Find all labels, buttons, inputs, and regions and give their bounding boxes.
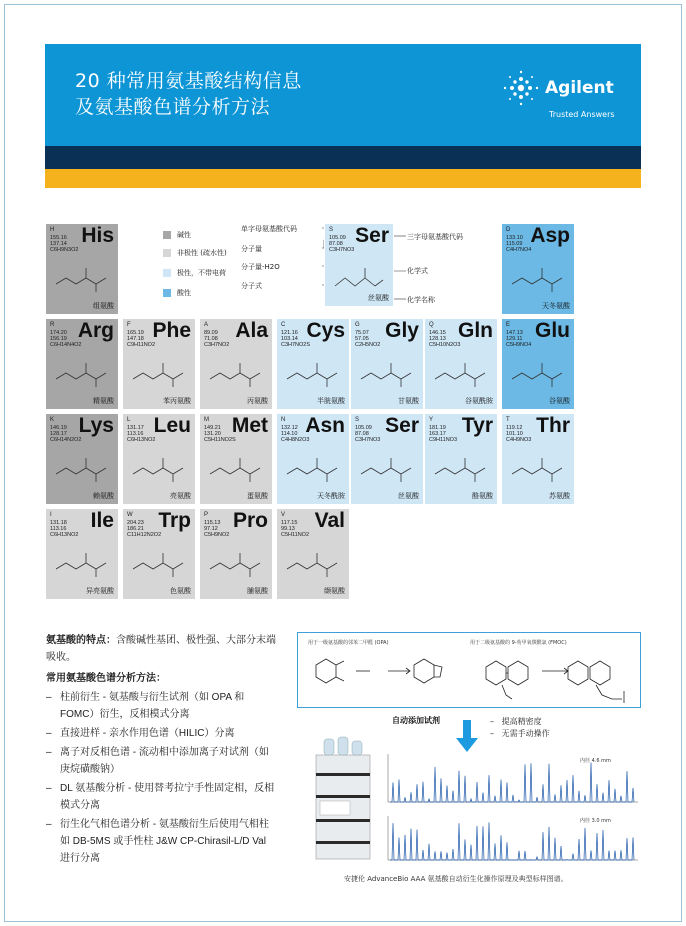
yellow-band bbox=[45, 169, 641, 188]
tile-formula: C6H14N4O2 bbox=[50, 342, 82, 348]
header-banner bbox=[45, 44, 641, 146]
tile-mw: 174.20 bbox=[50, 330, 67, 336]
tile-formula: C5H9NO4 bbox=[506, 342, 532, 348]
tile-name: 赖氨酸 bbox=[93, 493, 114, 500]
tile-mw: 133.10 bbox=[506, 235, 523, 241]
structure-icon bbox=[508, 353, 570, 393]
tile-name: 组氨酸 bbox=[93, 303, 114, 310]
methods-list bbox=[46, 689, 278, 867]
tile-abbr: Arg bbox=[77, 319, 114, 342]
tile-name: 苏氨酸 bbox=[549, 493, 570, 500]
amino-acid-tile bbox=[45, 413, 119, 505]
structure-icon bbox=[431, 448, 493, 488]
key-label-formula: 分子式 bbox=[241, 282, 262, 290]
tile-letter: Y bbox=[429, 417, 434, 423]
method-item: – 离子对反相色谱 - 流动相中添加离子对试剂（如庚烷磺酸钠） bbox=[46, 744, 278, 778]
structure-icon bbox=[283, 543, 345, 583]
down-arrow-icon bbox=[455, 720, 479, 752]
tile-abbr: Tyr bbox=[461, 414, 493, 437]
tile-letter: P bbox=[204, 512, 209, 518]
key-label-mw: 分子量 bbox=[241, 245, 262, 253]
tile-mw2: 101.10 bbox=[506, 431, 523, 437]
benefit-item: – 无需手动操作 bbox=[490, 729, 550, 738]
tile-formula: C2H5NO2 bbox=[355, 342, 381, 348]
tile-formula: C5H9NO2 bbox=[204, 532, 230, 538]
tile-letter: G bbox=[355, 322, 360, 328]
tile-letter: Q bbox=[429, 322, 434, 328]
tile-mw2: 114.10 bbox=[281, 431, 298, 437]
tile-letter: M bbox=[204, 417, 209, 423]
auto-benefits bbox=[490, 716, 550, 740]
tile-mw: 155.16 bbox=[50, 235, 67, 241]
tile-name: 苯丙氨酸 bbox=[163, 398, 191, 405]
tile-mw2: 129.11 bbox=[506, 336, 523, 342]
tile-letter: T bbox=[506, 417, 510, 423]
benefit-text: 提高精密度 bbox=[501, 717, 542, 726]
tile-formula: C6H14N2O2 bbox=[50, 437, 82, 443]
tile-mw2: 103.14 bbox=[281, 336, 298, 342]
amino-acid-tile bbox=[199, 318, 273, 410]
key-label-structure: 化学式 bbox=[407, 267, 428, 275]
tile-formula: C5H10N2O3 bbox=[429, 342, 461, 348]
tile-formula: C5H11NO2 bbox=[281, 532, 310, 538]
tile-abbr: Leu bbox=[153, 414, 191, 437]
tile-abbr: Pro bbox=[232, 509, 268, 532]
tile-name: 丙氨酸 bbox=[247, 398, 268, 405]
tile-name: 丝氨酸 bbox=[368, 295, 389, 302]
tile-abbr: Ser bbox=[385, 414, 419, 437]
tile-mw: 132.12 bbox=[281, 425, 298, 431]
tile-mw2: 87.08 bbox=[329, 241, 343, 247]
derivatization-box bbox=[297, 632, 641, 708]
tile-letter: L bbox=[127, 417, 131, 423]
amino-acid-tile bbox=[45, 508, 119, 600]
tile-mw2: 137.14 bbox=[50, 241, 67, 247]
tile-letter: I bbox=[50, 512, 52, 518]
hplc-instrument-image bbox=[312, 735, 374, 863]
tile-mw: 146.15 bbox=[429, 330, 446, 336]
structure-icon bbox=[206, 448, 268, 488]
tile-name: 天冬氨酸 bbox=[542, 303, 570, 310]
tile-mw2: 57.05 bbox=[355, 336, 369, 342]
tile-mw: 121.16 bbox=[281, 330, 298, 336]
tile-formula: C3H7NO2 bbox=[204, 342, 230, 348]
tile-mw2: 97.12 bbox=[204, 526, 218, 532]
legend-swatch bbox=[163, 249, 171, 257]
description-block bbox=[46, 632, 278, 869]
method-item: – 柱前衍生 - 氨基酸与衍生试剂（如 OPA 和 FOMC）衍生，反相模式分离 bbox=[46, 689, 278, 723]
chrom-top-label: 内径 4.6 mm bbox=[580, 758, 611, 764]
benefit-item: – 提高精密度 bbox=[490, 717, 542, 726]
tile-mw: 105.09 bbox=[355, 425, 372, 431]
benefit-text: 无需手动操作 bbox=[501, 729, 550, 738]
structure-icon bbox=[431, 353, 493, 393]
title-line-1: 20 种常用氨基酸结构信息 bbox=[75, 70, 302, 92]
key-label-three-letter: 三字母氨基酸代码 bbox=[407, 233, 463, 241]
tile-letter: R bbox=[50, 322, 55, 328]
tile-mw2: 156.19 bbox=[50, 336, 67, 342]
amino-acid-tile bbox=[199, 413, 273, 505]
amino-acid-tile bbox=[45, 223, 119, 315]
tile-formula: C6H13NO2 bbox=[50, 532, 79, 538]
legend-swatch bbox=[163, 269, 171, 277]
tile-abbr: Val bbox=[314, 509, 345, 532]
tile-formula: C4H9NO3 bbox=[506, 437, 532, 443]
tile-letter: V bbox=[281, 512, 286, 518]
amino-acid-tile bbox=[501, 318, 575, 410]
structure-icon bbox=[283, 353, 345, 393]
tile-letter: H bbox=[50, 227, 55, 233]
tile-abbr: Gly bbox=[385, 319, 419, 342]
amino-acid-tile bbox=[424, 318, 498, 410]
auto-reagent-label: 自动添加试剂 bbox=[392, 716, 440, 725]
tile-abbr: Thr bbox=[536, 414, 570, 437]
tile-name: 缬氨酸 bbox=[324, 588, 345, 595]
method-item: – DL 氨基酸分析 - 使用替考拉宁手性固定相，反相模式分离 bbox=[46, 780, 278, 814]
tile-name: 脯氨酸 bbox=[247, 588, 268, 595]
tile-mw: 117.15 bbox=[281, 520, 298, 526]
tile-formula: C3H7NO2S bbox=[281, 342, 311, 348]
tile-letter: S bbox=[329, 227, 334, 233]
tile-name: 蛋氨酸 bbox=[247, 493, 268, 500]
tile-formula: C11H12N2O2 bbox=[127, 532, 162, 538]
tile-mw: 75.07 bbox=[355, 330, 369, 336]
tile-mw2: 131.20 bbox=[204, 431, 221, 437]
structure-icon bbox=[283, 448, 345, 488]
tile-mw2: 163.17 bbox=[429, 431, 446, 437]
tile-name: 亮氨酸 bbox=[170, 493, 191, 500]
legend-label: 非极性 (疏水性) bbox=[177, 249, 227, 257]
figure-caption: 安捷伦 AdvanceBio AAA 氨基酸自动衍生化操作原理及典型标样图谱。 bbox=[344, 875, 568, 883]
amino-acid-tile bbox=[424, 413, 498, 505]
tile-abbr: Gln bbox=[458, 319, 493, 342]
structure-icon bbox=[206, 543, 268, 583]
method-item: – 直接进样 - 亲水作用色谱（HILIC）分离 bbox=[46, 725, 278, 742]
tile-mw2: 99.13 bbox=[281, 526, 295, 532]
tile-mw2: 115.09 bbox=[506, 241, 523, 247]
tile-name: 天冬酰胺 bbox=[317, 493, 345, 500]
structure-icon bbox=[52, 258, 114, 298]
tile-name: 丝氨酸 bbox=[398, 493, 419, 500]
tile-abbr: Met bbox=[231, 414, 268, 437]
tile-name: 半胱氨酸 bbox=[317, 398, 345, 405]
structure-icon bbox=[508, 258, 570, 298]
tile-mw: 146.19 bbox=[50, 425, 67, 431]
amino-acid-tile bbox=[122, 508, 196, 600]
tile-mw: 131.18 bbox=[50, 520, 67, 526]
tile-mw: 204.23 bbox=[127, 520, 144, 526]
tile-mw: 181.19 bbox=[429, 425, 446, 431]
legend-swatch bbox=[163, 231, 171, 239]
structure-icon bbox=[52, 543, 114, 583]
spark-logo-icon bbox=[501, 68, 541, 108]
tile-abbr: Glu bbox=[535, 319, 570, 342]
method-item: – 衍生化气相色谱分析 - 氨基酸衍生后使用气相柱如 DB-5MS 或手性柱 J&W CP-Chirasil-L/D Val 进行分离 bbox=[46, 816, 278, 867]
structure-icon bbox=[129, 353, 191, 393]
title-line-2: 及氨基酸色谱分析方法 bbox=[75, 96, 271, 118]
chromatogram-trace bbox=[390, 763, 634, 802]
tile-abbr: Lys bbox=[78, 414, 114, 437]
tile-formula: C5H11NO2S bbox=[204, 437, 236, 443]
amino-acid-tile bbox=[122, 413, 196, 505]
reaction-scheme-icon bbox=[306, 649, 632, 705]
tile-mw: 131.17 bbox=[127, 425, 144, 431]
tile-mw2: 147.18 bbox=[127, 336, 144, 342]
tile-mw: 119.12 bbox=[506, 425, 523, 431]
tile-letter: F bbox=[127, 322, 131, 328]
structure-icon bbox=[52, 448, 114, 488]
legend-label: 极性，不带电荷 bbox=[177, 269, 226, 277]
structure-icon bbox=[206, 353, 268, 393]
tile-formula: C3H7NO3 bbox=[355, 437, 381, 443]
chromatogram-top bbox=[390, 763, 634, 802]
logo-tagline: Trusted Answers bbox=[549, 110, 615, 119]
structure-icon bbox=[52, 353, 114, 393]
amino-acid-tile bbox=[350, 413, 424, 505]
structure-icon bbox=[129, 448, 191, 488]
tile-mw2: 128.13 bbox=[429, 336, 446, 342]
tile-mw: 149.21 bbox=[204, 425, 221, 431]
legend-label: 碱性 bbox=[177, 231, 191, 239]
tile-abbr: Asn bbox=[305, 414, 345, 437]
tile-letter: A bbox=[204, 322, 209, 328]
tile-mw: 105.09 bbox=[329, 235, 346, 241]
amino-acid-tile bbox=[276, 508, 350, 600]
tile-formula: C4H8N2O3 bbox=[281, 437, 310, 443]
tile-mw: 165.19 bbox=[127, 330, 144, 336]
tile-name: 酪氨酸 bbox=[472, 493, 493, 500]
chromatogram-plot bbox=[384, 752, 642, 864]
methods-heading: 常用氨基酸色谱分析方法： bbox=[46, 673, 166, 684]
tile-name: 谷氨酰胺 bbox=[465, 398, 493, 405]
tile-name: 色氨酸 bbox=[170, 588, 191, 595]
tile-letter: W bbox=[127, 512, 133, 518]
tile-abbr: Trp bbox=[158, 509, 191, 532]
chromatogram-bottom bbox=[390, 822, 634, 860]
agilent-logo bbox=[501, 66, 615, 122]
key-label-mw-h2o: 分子量-H2O bbox=[241, 263, 280, 271]
structure-icon bbox=[357, 353, 419, 393]
key-example-tile bbox=[324, 223, 394, 307]
tile-abbr: Cys bbox=[306, 319, 345, 342]
tile-formula: C9H11NO3 bbox=[429, 437, 458, 443]
tile-letter: N bbox=[281, 417, 286, 423]
tile-abbr: Ile bbox=[90, 509, 114, 532]
fmoc-label: 用于二级氨基酸的 9-芴甲氧羰酰氯 (FMOC) bbox=[470, 640, 567, 646]
structure-icon bbox=[357, 448, 419, 488]
amino-acid-tile bbox=[350, 318, 424, 410]
amino-acid-tile bbox=[501, 413, 575, 505]
amino-acid-tile bbox=[501, 223, 575, 315]
tile-formula: C4H7NO4 bbox=[506, 247, 532, 253]
structure-icon bbox=[331, 258, 393, 298]
key-label-letter: 单字母氨基酸代码 bbox=[241, 225, 297, 233]
tile-formula: C6H9N3O2 bbox=[50, 247, 79, 253]
tile-formula: C3H7NO3 bbox=[329, 247, 355, 253]
structure-icon bbox=[508, 448, 570, 488]
amino-acid-tile bbox=[276, 413, 350, 505]
tile-mw: 115.13 bbox=[204, 520, 221, 526]
chrom-bottom-label: 内径 3.0 mm bbox=[580, 818, 611, 824]
structure-icon bbox=[129, 543, 191, 583]
tile-formula: C9H11NO2 bbox=[127, 342, 156, 348]
tile-abbr: Asp bbox=[530, 224, 570, 247]
tile-mw2: 113.16 bbox=[50, 526, 67, 532]
tile-letter: D bbox=[506, 227, 511, 233]
amino-acid-tile bbox=[122, 318, 196, 410]
tile-mw2: 113.16 bbox=[127, 431, 144, 437]
tile-letter: E bbox=[506, 322, 511, 328]
logo-name: Agilent bbox=[545, 78, 614, 98]
page-title bbox=[75, 68, 302, 120]
tile-mw2: 71.08 bbox=[204, 336, 218, 342]
chromatogram-trace bbox=[390, 822, 634, 860]
tile-letter: K bbox=[50, 417, 55, 423]
tile-letter: C bbox=[281, 322, 286, 328]
tile-abbr: His bbox=[81, 224, 114, 247]
opa-label: 用于一级氨基酸的邻苯二甲醛 (OPA) bbox=[308, 640, 389, 646]
tile-abbr: Phe bbox=[152, 319, 191, 342]
tile-name: 异亮氨酸 bbox=[86, 588, 114, 595]
tile-abbr: Ser bbox=[355, 224, 389, 247]
tile-mw2: 87.08 bbox=[355, 431, 369, 437]
tile-mw2: 186.21 bbox=[127, 526, 144, 532]
tile-name: 精氨酸 bbox=[93, 398, 114, 405]
key-label-name: 化学名称 bbox=[407, 296, 435, 304]
tile-formula: C6H13NO2 bbox=[127, 437, 156, 443]
amino-acid-tile bbox=[45, 318, 119, 410]
amino-acid-tile bbox=[199, 508, 273, 600]
tile-mw2: 128.17 bbox=[50, 431, 67, 437]
legend-label: 酸性 bbox=[177, 289, 191, 297]
tile-abbr: Ala bbox=[235, 319, 268, 342]
features-heading: 氨基酸的特点： bbox=[46, 635, 116, 646]
tile-mw: 89.09 bbox=[204, 330, 218, 336]
navy-band bbox=[45, 146, 641, 169]
amino-acid-tile bbox=[276, 318, 350, 410]
tile-letter: S bbox=[355, 417, 360, 423]
tile-name: 谷氨酸 bbox=[549, 398, 570, 405]
legend-swatch bbox=[163, 289, 171, 297]
tile-mw: 147.13 bbox=[506, 330, 523, 336]
features-text: 含酸碱性基团、极性强、大部分末端吸收。 bbox=[46, 635, 276, 663]
tile-name: 甘氨酸 bbox=[398, 398, 419, 405]
